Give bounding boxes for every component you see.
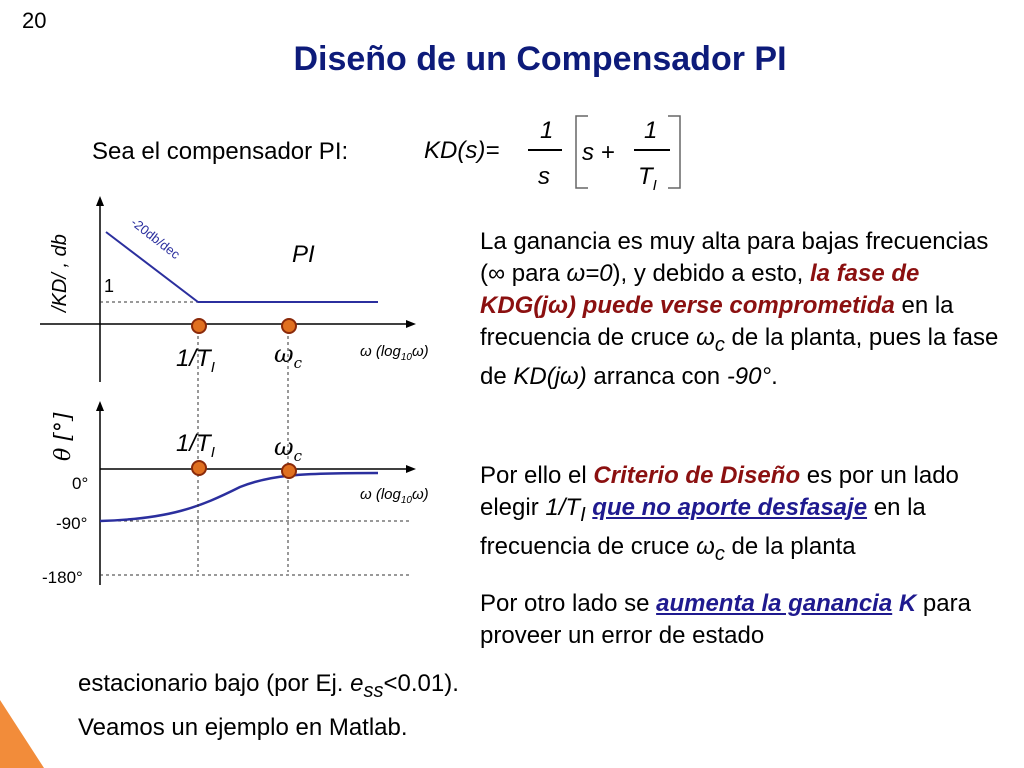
tick-minus90: -90° — [56, 514, 88, 533]
mag-x-close: ω) — [412, 343, 429, 360]
frac1-num: 1 — [540, 117, 554, 144]
slope-label: -20db/dec — [128, 214, 183, 262]
phase-warning-emphasis: la fase de KDG(jω) puede verse comprometida — [480, 260, 920, 319]
mag-curve — [106, 232, 378, 302]
phase-ti-marker — [191, 460, 207, 476]
paragraph-increase-gain: Por otro lado se aumenta la ganancia K para proveer un error de estado — [480, 590, 971, 649]
mag-y-label: /KD/ , db — [49, 234, 71, 312]
formula-lhs: KD(s)= — [424, 137, 500, 164]
one-label: 1 — [104, 276, 115, 296]
infinity-symbol: ∞ — [488, 260, 506, 287]
right-bracket — [668, 116, 680, 188]
pi-curve-label: PI — [292, 241, 315, 268]
svg-text:TI — [638, 163, 657, 194]
corner-decoration — [0, 700, 44, 768]
slide-title: Diseño de un Compensador PI — [293, 40, 787, 78]
mag-x-sub: 10 — [400, 352, 412, 363]
mag-wc-marker — [281, 318, 297, 334]
tick-minus180: -180° — [42, 568, 83, 587]
pi-formula — [410, 108, 710, 198]
phase-x-sub: 10 — [400, 495, 412, 506]
phase-marker-ti-base: 1/T — [176, 430, 211, 457]
mag-x-arrow — [406, 320, 416, 328]
paragraph-high-gain: La ganancia es muy alta para bajas frecuencias (∞ para ω=0), y debido a esto, la fase de KDG(jω) puede verse comprometida en la frecuencia de cruce $\omega_c$ de la planta, pues la fase de KD(jω) arranca con -90°. — [480, 228, 999, 390]
paragraph-matlab-example: Veamos un ejemplo en Matlab. — [78, 714, 408, 741]
marker-guides — [190, 320, 300, 580]
frac2-num: 1 — [644, 117, 658, 144]
phase-marker-ti-sub: I — [210, 444, 215, 461]
gain-k-emphasis: K — [898, 590, 917, 617]
phase-y-label: θ [°] — [51, 412, 76, 461]
tick-0: 0° — [72, 474, 89, 493]
frac1-den: s — [538, 163, 550, 190]
phase-y-arrow — [96, 401, 104, 411]
mag-marker-wc-sub: c — [293, 354, 302, 372]
mag-marker-wc-base: ω — [274, 340, 294, 368]
svg-text:ω (log10ω) — [360, 343, 429, 363]
svg-text:ω (log10ω) — [360, 486, 429, 506]
frac2-den-sub: I — [652, 177, 657, 194]
phase-marker-wc-sub: c — [293, 447, 302, 465]
mag-y-arrow — [96, 196, 104, 206]
paragraph-design-criterion: Por ello el Criterio de Diseño es por un lado elegir $1/T_I$ que no aporte desfasaje en la frecuencia de cruce $\omega_c$ de la planta — [480, 462, 959, 565]
phase-x-close: ω) — [412, 486, 429, 503]
phase-x-arrow — [406, 465, 416, 473]
increase-gain-emphasis: aumenta la ganancia — [656, 590, 893, 617]
paragraph-steady-state: estacionario bajo (por Ej. $e_{ss}<0.01$). — [78, 670, 459, 702]
phase-wc-marker — [281, 463, 297, 479]
no-phase-shift-emphasis: que no aporte desfasaje — [592, 494, 868, 521]
formula-intro: Sea el compensador PI: — [92, 138, 349, 165]
s-plus: s + — [582, 139, 615, 166]
mag-marker-ti-sub: I — [210, 359, 215, 376]
mag-ti-marker — [191, 318, 207, 334]
phase-marker-wc-base: ω — [274, 433, 294, 461]
page-number: 20 — [22, 8, 47, 33]
phase-x-label: ω (log — [360, 486, 401, 503]
frac2-den-base: T — [638, 163, 653, 190]
design-criterion-emphasis: Criterio de Diseño — [593, 462, 801, 489]
mag-marker-ti-base: 1/T — [176, 345, 211, 372]
mag-x-label: ω (log — [360, 343, 401, 360]
